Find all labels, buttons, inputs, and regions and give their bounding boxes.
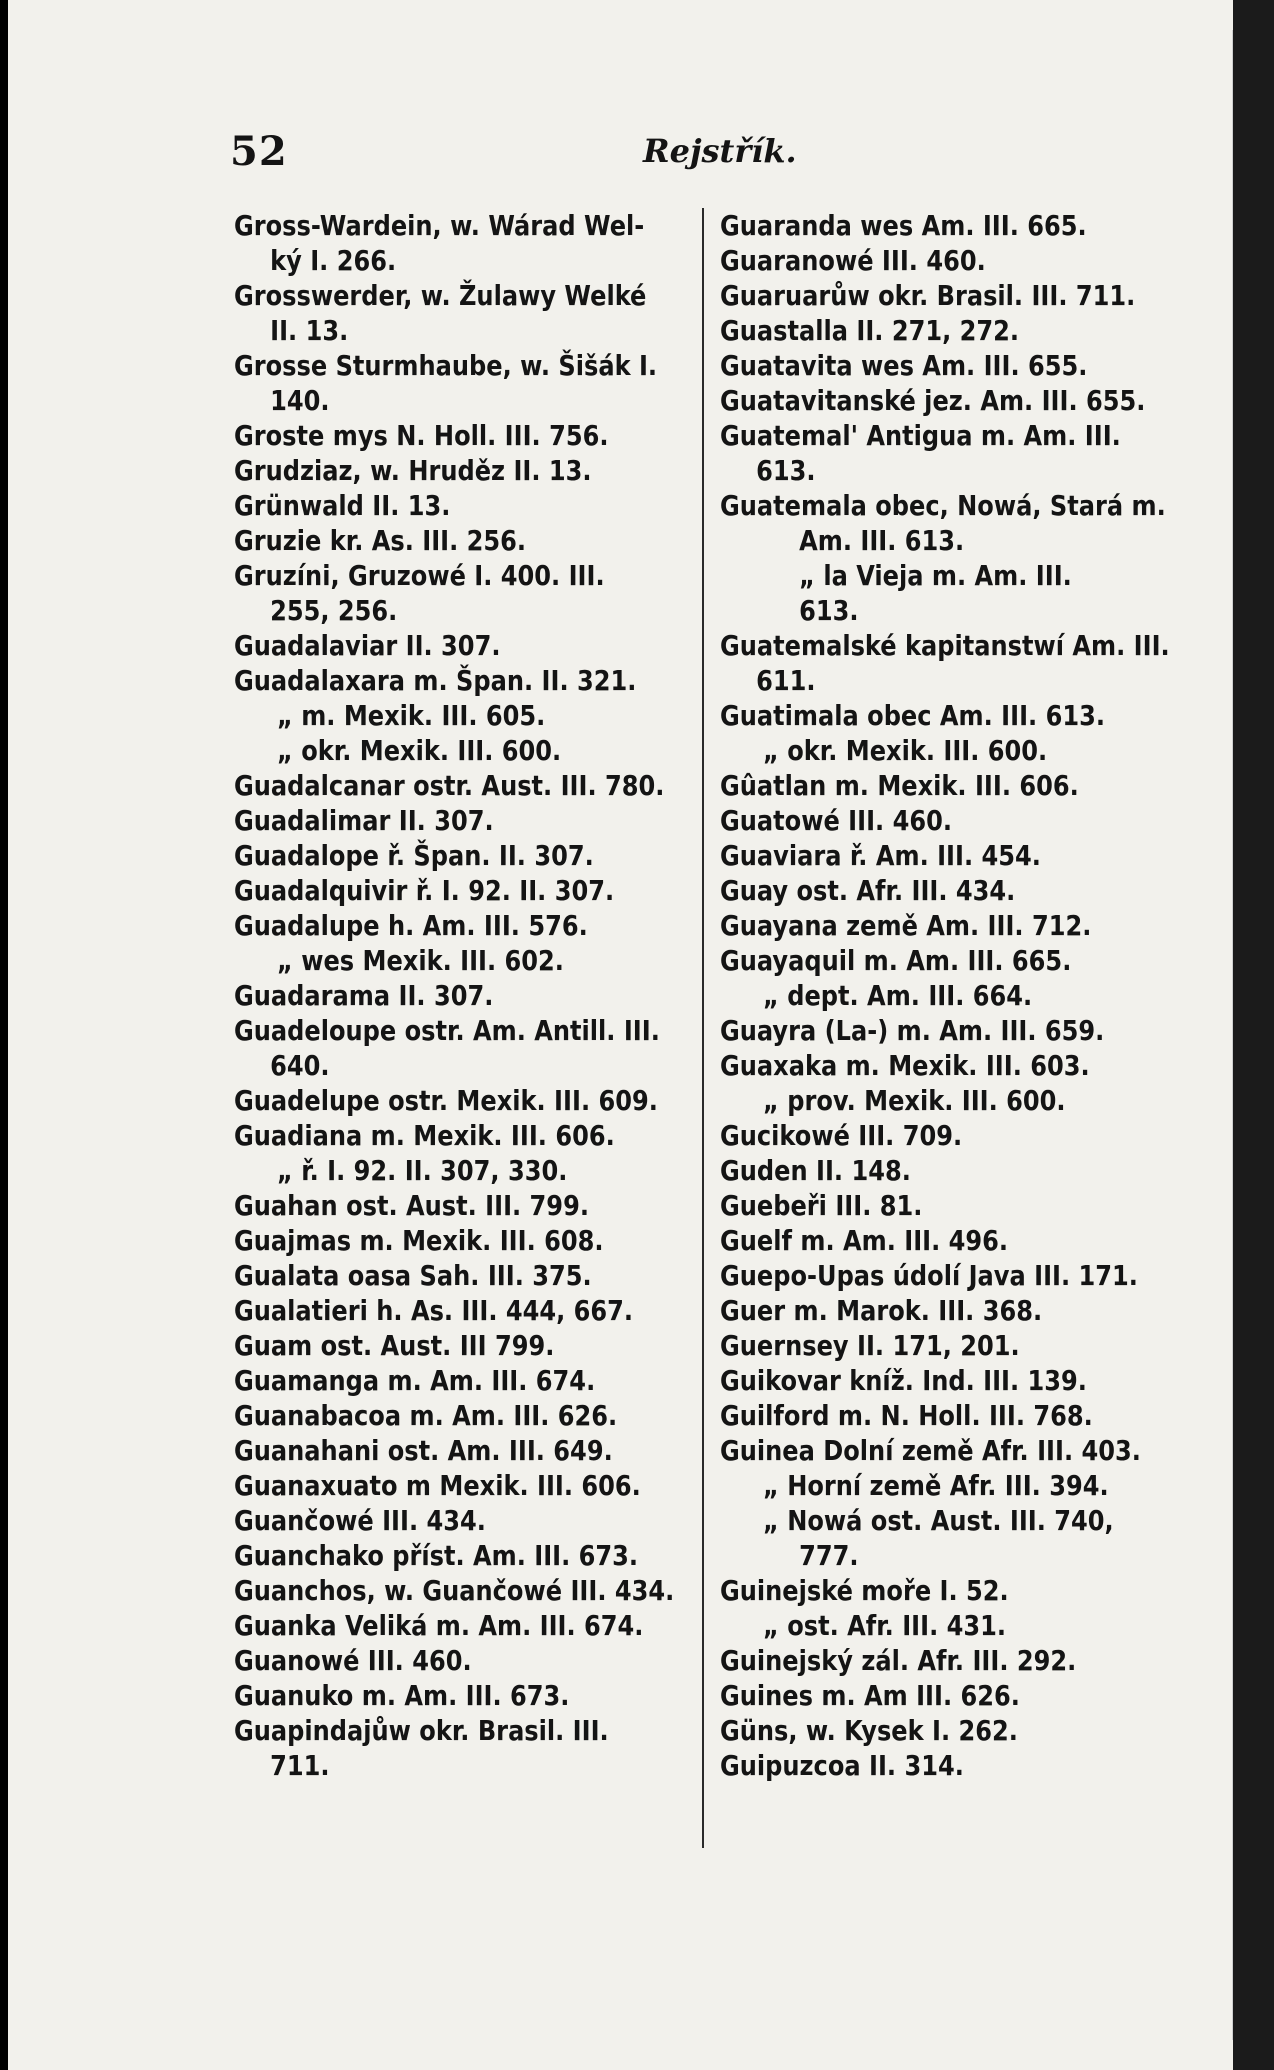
index-entry-line: Grosswerder, w. Žulawy Welké [234,279,647,312]
index-entry-line: Guayana země Am. III. 712. [720,909,1092,942]
right-column [720,208,1170,1783]
index-entry-line: Guinejský zál. Afr. III. 292. [720,1644,1077,1677]
index-entry-line: „ ost. Afr. III. 431. [763,1609,1007,1642]
index-entry-line: Guilford m. N. Holl. III. 768. [720,1399,1093,1432]
page-number: 52 [230,128,288,175]
index-entry-line: Gucikowé III. 709. [720,1119,963,1152]
index-entry-line: Guelf m. Am. III. 496. [720,1224,1009,1257]
index-entry-line: Guamanga m. Am. III. 674. [234,1364,596,1397]
index-entry-line: Guadalcanar ostr. Aust. III. 780. [234,769,665,802]
running-head: Rejstřík. [643,132,797,170]
index-entry-line: 613. [799,594,859,627]
index-entry-line: Guadalquivir ř. I. 92. II. 307. [234,874,615,907]
index-entry-line: Guer m. Marok. III. 368. [720,1294,1043,1327]
index-entry-line: Guam ost. Aust. III 799. [234,1329,555,1362]
index-entry-line: ký I. 266. [270,244,397,277]
index-entry-line: Guaviara ř. Am. III. 454. [720,839,1041,872]
index-entry-line: Gruzíni, Gruzowé I. 400. III. [234,559,605,592]
index-entry-line: Groste mys N. Holl. III. 756. [234,419,609,452]
index-entry-line: „ m. Mexik. III. 605. [277,699,546,732]
index-entry-line: „ wes Mexik. III. 602. [277,944,564,977]
index-entry-line: Guatavitanské jez. Am. III. 655. [720,384,1146,417]
index-entry-line: Guadalaviar II. 307. [234,629,501,662]
index-entry-line: Guebeři III. 81. [720,1189,923,1222]
index-entry-line: Guadarama II. 307. [234,979,494,1012]
index-entry-line: Guadalupe h. Am. III. 576. [234,909,588,942]
index-entry-line: Guaxaka m. Mexik. III. 603. [720,1049,1090,1082]
index-entry-line: 255, 256. [270,594,398,627]
index-entry-line: Guadeloupe ostr. Am. Antill. III. [234,1014,660,1047]
index-entry-line: Guatowé III. 460. [720,804,952,837]
index-entry-line: Guančowé III. 434. [234,1504,486,1537]
index-entry-line: Gualatieri h. As. III. 444, 667. [234,1294,634,1327]
index-entry-line: Guaranowé III. 460. [720,244,986,277]
index-entry-line: Guanka Veliká m. Am. III. 674. [234,1609,644,1642]
index-entry-line: „ ř. I. 92. II. 307, 330. [277,1154,568,1187]
index-entry-line: 640. [270,1049,330,1082]
index-entry-line: Guayaquil m. Am. III. 665. [720,944,1072,977]
index-entry-line: Grosse Sturmhaube, w. Šišák I. [234,349,658,382]
column-divider [702,208,704,1848]
index-entry-line: Guernsey II. 171, 201. [720,1329,1020,1362]
index-entry-line: Guatavita wes Am. III. 655. [720,349,1088,382]
index-entry-line: 613. [756,454,816,487]
index-entry-line: Guadiana m. Mexik. III. 606. [234,1119,615,1152]
index-entry-line: 611. [756,664,816,697]
index-entry-line: Guaranda wes Am. III. 665. [720,209,1087,242]
index-entry-line: Gûatlan m. Mexik. III. 606. [720,769,1079,802]
index-entry-line: Gruzie kr. As. III. 256. [234,524,527,557]
index-entry-line: Guay ost. Afr. III. 434. [720,874,1016,907]
index-entry-line: 711. [270,1749,330,1782]
index-entry-line: Guanuko m. Am. III. 673. [234,1679,570,1712]
index-entry-line: Guipuzcoa II. 314. [720,1749,964,1782]
index-entry-line: „ dept. Am. III. 664. [763,979,1033,1012]
index-entry-line: Guadalope ř. Špan. II. 307. [234,839,594,872]
index-entry-line: Guanahani ost. Am. III. 649. [234,1434,613,1467]
index-entry-line: Guayra (La-) m. Am. III. 659. [720,1014,1105,1047]
index-entry-line: Guines m. Am III. 626. [720,1679,1020,1712]
index-entry-line: Grudziaz, w. Hruděz II. 13. [234,454,592,487]
index-entry-line: Guinea Dolní země Afr. III. 403. [720,1434,1141,1467]
index-entry-line: Gualata oasa Sah. III. 375. [234,1259,592,1292]
index-entry-line: Guapindajůw okr. Brasil. III. [234,1714,609,1747]
index-entry-line: Guahan ost. Aust. III. 799. [234,1189,589,1222]
index-entry-line: Guadalimar II. 307. [234,804,494,837]
index-entry-line: Guatimala obec Am. III. 613. [720,699,1105,732]
index-entry-line: Guanabacoa m. Am. III. 626. [234,1399,618,1432]
index-entry-line: Guajmas m. Mexik. III. 608. [234,1224,604,1257]
index-entry-line: Grünwald II. 13. [234,489,451,522]
index-entry-line: Guikovar kníž. Ind. III. 139. [720,1364,1087,1397]
index-entry-line: „ prov. Mexik. III. 600. [763,1084,1066,1117]
index-entry-line: Guanchos, w. Guančowé III. 434. [234,1574,675,1607]
index-entry-line: „ Horní země Afr. III. 394. [763,1469,1109,1502]
index-entry-line: Guanowé III. 460. [234,1644,472,1677]
index-entry-line: Guastalla II. 271, 272. [720,314,1020,347]
index-entry-line: Guatemal' Antigua m. Am. III. [720,419,1121,452]
index-entry-line: „ okr. Mexik. III. 600. [763,734,1048,767]
index-entry-line: II. 13. [270,314,349,347]
index-entry-line: Am. III. 613. [799,524,965,557]
index-entry-line: Guadelupe ostr. Mexik. III. 609. [234,1084,658,1117]
index-entry-line: Güns, w. Kysek I. 262. [720,1714,1018,1747]
index-entry-line: Guatemalské kapitanstwí Am. III. [720,629,1170,662]
scan-border [1233,0,1274,2070]
index-entry-line: „ okr. Mexik. III. 600. [277,734,562,767]
index-entry-line: Guadalaxara m. Špan. II. 321. [234,664,637,697]
index-entry-line: Guepo-Upas údolí Java III. 171. [720,1259,1138,1292]
index-entry-line: Guinejské moře I. 52. [720,1574,1009,1607]
index-entry-line: „ la Vieja m. Am. III. [799,559,1072,592]
index-entry-line: Guanaxuato m Mexik. III. 606. [234,1469,641,1502]
index-entry-line: 777. [799,1539,859,1572]
index-entry-line: Guanchako příst. Am. III. 673. [234,1539,639,1572]
book-page [8,0,1233,2070]
index-entry-line: 140. [270,384,330,417]
left-column [234,208,675,1783]
index-entry-line: Guaruarůw okr. Brasil. III. 711. [720,279,1136,312]
index-entry-line: Guatemala obec, Nowá, Stará m. [720,489,1166,522]
index-entry-line: Gross-Wardein, w. Wárad Wel- [234,209,645,242]
index-entry-line: „ Nowá ost. Aust. III. 740, [763,1504,1114,1537]
index-entry-line: Guden II. 148. [720,1154,911,1187]
